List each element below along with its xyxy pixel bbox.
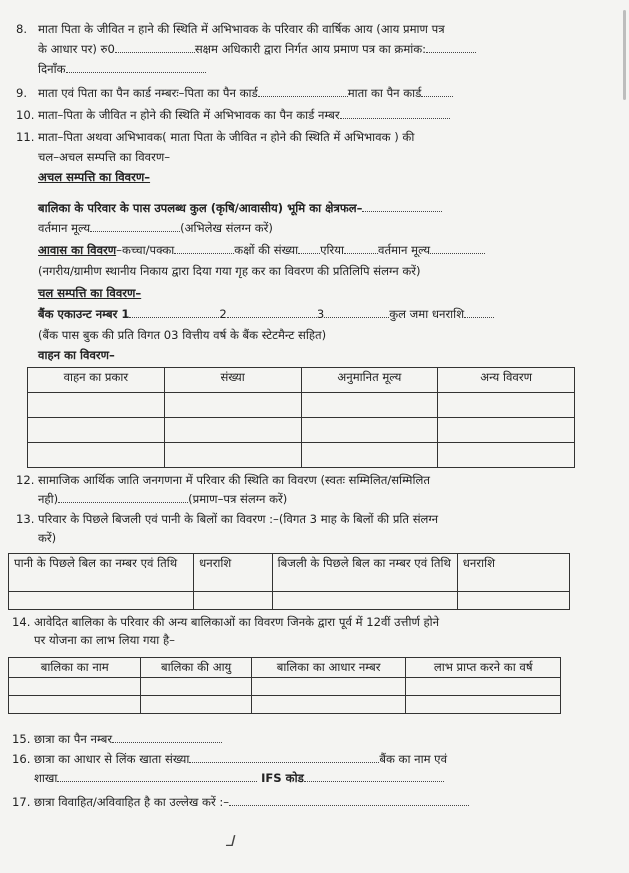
vehicle-table xyxy=(27,367,575,468)
table-row xyxy=(9,696,561,714)
land-area-label: बालिका के परिवार के पास उपलब्ध कुल (कृषि/आवासीय) भूमि का क्षेत्रफल– xyxy=(38,201,442,216)
column-header: बालिका की आयु xyxy=(141,658,251,678)
column-header: अनुमानित मूल्य xyxy=(301,368,438,393)
table-header-row xyxy=(9,554,570,592)
item14-line2: पर योजना का लाभ लिया गया है– xyxy=(34,633,175,647)
girls-table xyxy=(8,657,561,714)
movable-heading: चल सम्पत्ति का विवरण– xyxy=(38,286,142,300)
table-cell[interactable] xyxy=(406,696,561,714)
column-header: बिजली के पिछले बिल का नम्बर एवं तिथि xyxy=(272,554,457,592)
table-header-row xyxy=(28,368,575,393)
item10: 10. माता–पिता के जीवित न होने की स्थिति में अभिभावक का पैन कार्ड नम्बर xyxy=(16,108,450,123)
table-cell[interactable] xyxy=(164,418,301,443)
item8-line1: 8. माता पिता के जीवित न हाने की स्थिति में अभिभावक के परिवार की वार्षिक आय (आय प्रमाण पत्र xyxy=(16,22,445,36)
table-cell[interactable] xyxy=(251,696,406,714)
table-cell[interactable] xyxy=(28,418,165,443)
table-cell[interactable] xyxy=(251,678,406,696)
item13-line2: करें) xyxy=(38,531,57,545)
table-cell[interactable] xyxy=(164,393,301,418)
item11-line2: चल–अचल सम्पत्ति का विवरण– xyxy=(38,150,171,164)
bills-table xyxy=(8,553,570,610)
handwritten-mark: ᒧ xyxy=(225,832,235,850)
table-cell[interactable] xyxy=(457,592,569,610)
table-cell[interactable] xyxy=(9,678,141,696)
vehicle-heading: वाहन का विवरण– xyxy=(38,348,115,362)
table-cell[interactable] xyxy=(9,696,141,714)
table-cell[interactable] xyxy=(406,678,561,696)
house-details-line: आवास का विवरण–कच्चा/पक्का कक्षों की संख्या एरिया वर्तमान मूल्य xyxy=(38,243,485,258)
table-cell[interactable] xyxy=(438,443,575,468)
table-header-row xyxy=(9,658,561,678)
table-cell[interactable] xyxy=(28,443,165,468)
column-header: बालिका का नाम xyxy=(9,658,141,678)
column-header: बालिका का आधार नम्बर xyxy=(251,658,406,678)
table-cell[interactable] xyxy=(301,418,438,443)
bank-account-line: बैंक एकाउन्ट नम्बर 1 2 3 कुल जमा धनराशि xyxy=(38,307,494,322)
immovable-heading: अचल सम्पत्ति का विवरण– xyxy=(38,170,151,184)
column-header: लाभ प्राप्त करने का वर्ष xyxy=(406,658,561,678)
table-cell[interactable] xyxy=(438,393,575,418)
item9: 9. माता एवं पिता का पैन कार्ड नम्बरः–पिता का पैन कार्ड माता का पैन कार्ड xyxy=(16,86,453,101)
table-cell[interactable] xyxy=(438,418,575,443)
item12-line2: नही) (प्रमाण–पत्र संलग्न करें) xyxy=(38,492,288,506)
table-cell[interactable] xyxy=(272,592,457,610)
item11-line1: 11. माता–पिता अथवा अभिभावक( माता पिता के जीवित न होने की स्थिति में अभिभावक ) की xyxy=(16,130,415,144)
column-header: धनराशि xyxy=(194,554,273,592)
column-header: अन्य विवरण xyxy=(438,368,575,393)
table-row xyxy=(28,443,575,468)
scrollbar[interactable] xyxy=(623,10,626,100)
table-row xyxy=(9,592,570,610)
column-header: पानी के पिछले बिल का नम्बर एवं तिथि xyxy=(9,554,194,592)
table-cell[interactable] xyxy=(194,592,273,610)
item16-line2: शाखा IFS कोड xyxy=(34,771,444,786)
column-header: वाहन का प्रकार xyxy=(28,368,165,393)
table-row xyxy=(28,393,575,418)
table-cell[interactable] xyxy=(301,443,438,468)
item16-line1: 16. छात्रा का आधार से लिंक खाता संख्या बैंक का नाम एवं xyxy=(12,752,448,766)
table-row xyxy=(28,418,575,443)
column-header: संख्या xyxy=(164,368,301,393)
table-cell[interactable] xyxy=(164,443,301,468)
house-tax-note: (नगरीय/ग्रामीण स्थानीय निकाय द्वारा दिया गया गृह कर का विवरण की प्रतिलिपि संलग्न करें) xyxy=(38,264,421,278)
table-cell[interactable] xyxy=(141,678,251,696)
item8-line3: दिनाँक xyxy=(38,62,206,77)
current-value-line: वर्तमान मूल्य (अभिलेख संलग्न करें) xyxy=(38,221,273,235)
item12-line1: 12. सामाजिक आर्थिक जाति जनगणना में परिवार की स्थिति का विवरण (स्वतः सम्मिलित/सम्मिलित xyxy=(16,473,430,487)
item13-line1: 13. परिवार के पिछले बिजली एवं पानी के बिलों का विवरण :–(विगत 3 माह के बिलों की प्रति संलग्न xyxy=(16,512,439,526)
table-row xyxy=(9,678,561,696)
table-cell[interactable] xyxy=(141,696,251,714)
item15: 15. छात्रा का पैन नम्बर xyxy=(12,732,222,747)
item14-line1: 14. आवेदित बालिका के परिवार की अन्य बालिकाओं का विवरण जिनके द्वारा पूर्व में 12वीं उत्तीर्ण होने xyxy=(12,615,440,629)
item17: 17. छात्रा विवाहित/अविवाहित है का उल्लेख करें :– xyxy=(12,795,469,810)
table-cell[interactable] xyxy=(9,592,194,610)
table-cell[interactable] xyxy=(28,393,165,418)
table-cell[interactable] xyxy=(301,393,438,418)
item8-line2: के आधार पर) रु0 सक्षम अधिकारी द्वारा निर्गत आय प्रमाण पत्र का क्रमांक: xyxy=(38,42,476,57)
passbook-note: (बैंक पास बुक की प्रति विगत 03 वित्तीय वर्ष के बैंक स्टेटमैन्ट सहित) xyxy=(38,328,327,342)
column-header: धनराशि xyxy=(457,554,569,592)
